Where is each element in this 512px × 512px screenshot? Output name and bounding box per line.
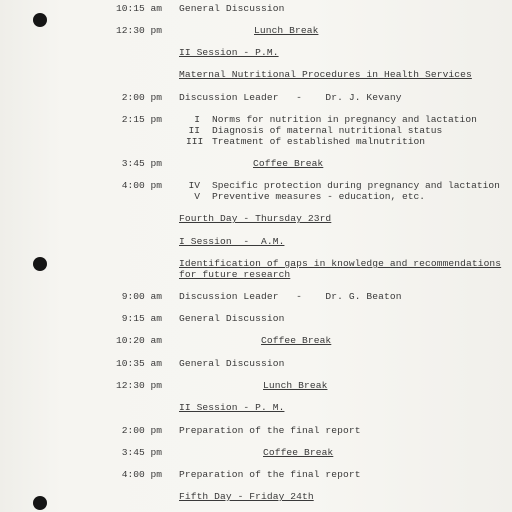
agenda-subitem: Preventive measures - education, etc. xyxy=(212,191,426,202)
item-number: III xyxy=(186,136,204,147)
agenda-break: Coffee Break xyxy=(253,158,324,169)
agenda-break: Coffee Break xyxy=(261,335,332,346)
time-label: 2:00 pm xyxy=(121,425,162,436)
agenda-break: Coffee Break xyxy=(263,447,334,458)
time-label: 3:45 pm xyxy=(121,158,162,169)
agenda-subitem: Diagnosis of maternal nutritional status xyxy=(212,125,443,136)
agenda-item: General Discussion xyxy=(179,3,285,14)
time-label: 12:30 pm xyxy=(116,25,163,36)
time-label: 4:00 pm xyxy=(121,180,162,191)
session-topic: Maternal Nutritional Procedures in Health Services xyxy=(179,69,472,80)
time-label: 2:15 pm xyxy=(121,114,162,125)
punch-hole xyxy=(33,257,47,271)
item-number: I xyxy=(194,114,200,125)
time-label: 12:30 pm xyxy=(116,380,163,391)
day-heading: Fifth Day - Friday 24th xyxy=(179,491,314,502)
time-label: 10:15 am xyxy=(116,3,163,14)
time-label: 3:45 pm xyxy=(121,447,162,458)
punch-hole xyxy=(33,13,47,27)
agenda-item: General Discussion xyxy=(179,358,285,369)
agenda-subitem: Treatment of established malnutrition xyxy=(212,136,426,147)
time-label: 9:15 am xyxy=(121,313,162,324)
item-number: IV xyxy=(188,180,200,191)
discussion-leader: Discussion Leader - Dr. J. Kevany xyxy=(179,92,402,103)
session-topic: for future research xyxy=(179,269,291,280)
item-number: V xyxy=(194,191,200,202)
agenda-subitem: Specific protection during pregnancy and lactation xyxy=(212,180,500,191)
item-number: II xyxy=(188,125,200,136)
agenda-break: Lunch Break xyxy=(263,380,328,391)
session-heading: II Session - P.M. xyxy=(179,47,279,58)
time-label: 9:00 am xyxy=(121,291,162,302)
agenda-item: Preparation of the final report xyxy=(179,469,361,480)
session-heading: II Session - P. M. xyxy=(179,402,285,413)
time-label: 4:00 pm xyxy=(121,469,162,480)
session-topic: Identification of gaps in knowledge and recommendations xyxy=(179,258,502,269)
agenda-item: Preparation of the final report xyxy=(179,425,361,436)
time-label: 10:20 am xyxy=(116,335,163,346)
punch-hole xyxy=(33,496,47,510)
day-heading: Fourth Day - Thursday 23rd xyxy=(179,213,332,224)
agenda-subitem: Norms for nutrition in pregnancy and lactation xyxy=(212,114,477,125)
discussion-leader: Discussion Leader - Dr. G. Beaton xyxy=(179,291,402,302)
agenda-break: Lunch Break xyxy=(254,25,319,36)
time-label: 2:00 pm xyxy=(121,92,162,103)
session-heading: I Session - A.M. xyxy=(179,236,285,247)
agenda-item: General Discussion xyxy=(179,313,285,324)
time-label: 10:35 am xyxy=(116,358,163,369)
